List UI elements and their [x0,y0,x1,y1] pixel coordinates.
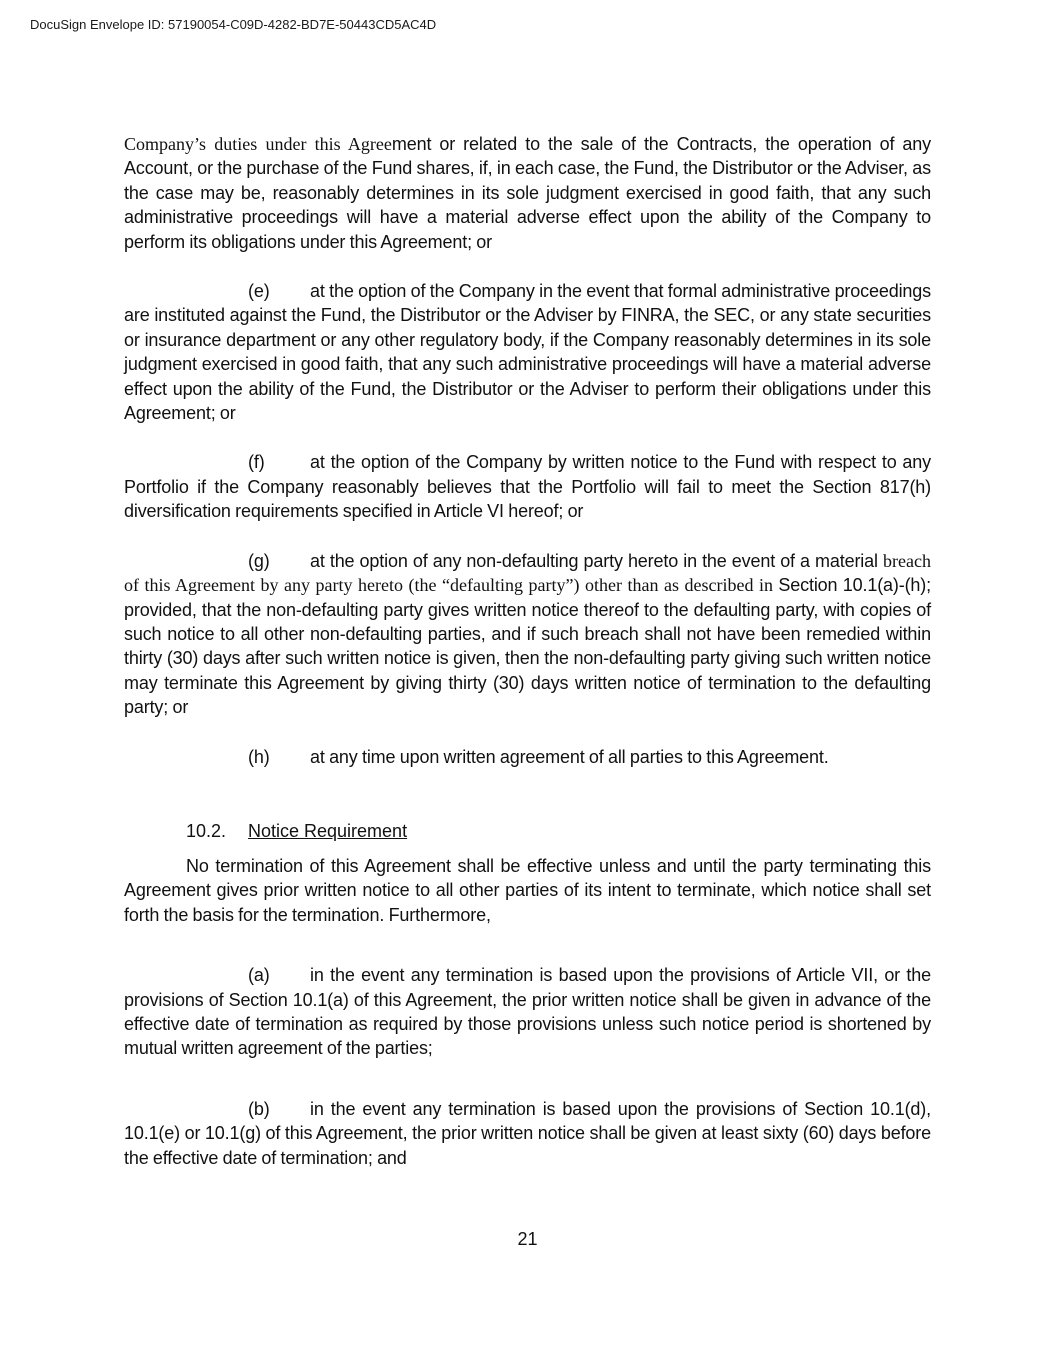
clause-text-line1: at the option of any non-defaulting party hereto in the event of a material [310,550,878,571]
clause-text: at any time upon written agreement of all parties to this Agreement. [310,746,829,767]
clause-text: at the option of the Company in the event that formal administrative proceedings are instituted against the Fund, the Distributor or the Adviser by FINRA, the SEC, or any state securities or insurance department or any other regulatory body, if the Company reasonably determines in its sole judgment exercised in good faith, that any such administrative proceedings will have a material adverse effect upon the ability of the Fund, the Distributor or the Adviser to perform their obligations under this Agreement; or [124,281,931,424]
section-10-2-heading [124,819,931,843]
notice-item-label: (b) [248,1098,270,1119]
section-number: 10.2. [186,820,227,841]
clause-text-rest: Section 10.1(a)-(h); provided, that the non-defaulting party gives written notice thereof to the defaulting party, with copies of such notice to all other non-defaulting parties, and if such breach shall not have been remedied within thirty (30) days after such written notice is given, then the non-defaulting party giving such written notice may terminate this Agreement by giving thirty (30) days written notice of termination to the defaulting party; or [124,575,931,718]
page-number: 21 [517,1229,538,1249]
clause-10-1-e [124,279,931,425]
continuation-text: ment or related to the sale of the Contracts, the operation of any Account, or the purchase of the Fund shares, if, in each case, the Fund, the Distributor or the Adviser, as the case may be, reasonably determines in its sole judgment exercised in good faith, that any such administrative proceedings will have a material adverse effect upon the ability of the Company to perform its obligations under this Agreement; or [124,134,931,252]
notice-item-b [124,1097,931,1170]
clause-10-1-g [124,549,931,720]
clause-label: (e) [248,281,270,302]
clause-10-1-f [124,450,931,523]
notice-item-label: (a) [248,965,270,986]
continuation-paragraph [124,132,931,254]
section-10-2-intro: No termination of this Agreement shall be effective unless and until the party terminating this Agreement gives prior written notice to all other parties of its intent to terminate, which notice shall set forth the basis for the termination. Furthermore, [124,855,931,925]
clause-label: (f) [248,452,265,473]
notice-item-a [124,963,931,1061]
clause-10-1-h [124,745,931,769]
notice-item-text: in the event any termination is based upon the provisions of Article VII, or the provisions of Section 10.1(a) of this Agreement, the prior written notice shall be given in advance of the effective date of termination as required by those provisions unless such notice period is shortened by mutual written agreement of the parties; [124,965,931,1059]
clause-label: (g) [248,550,270,571]
notice-item-text: in the event any termination is based upon the provisions of Section 10.1(d), 10.1(e) or 10.1(g) of this Agreement, the prior written notice shall be given at least sixty (60) days before the effective date of termination; and [124,1098,931,1168]
continuation-serif-lead: Company’s duties under this Agree [124,134,392,154]
document-page-body [124,132,931,1170]
docusign-envelope-id: DocuSign Envelope ID: 57190054-C09D-4282-BD7E-50443CD5AC4D [30,17,437,32]
clause-text: at the option of the Company by written notice to the Fund with respect to any Portfolio if the Company reasonably believes that the Portfolio will fail to meet the Section 817(h) diversification requirements specified in Article VI hereof; or [124,452,931,522]
section-title: Notice Requirement [248,820,408,841]
clause-text-serif-line: breach of this Agreement by any party hereto (the “defaulting party”) other than as described in [124,550,931,596]
clause-label: (h) [248,746,270,767]
